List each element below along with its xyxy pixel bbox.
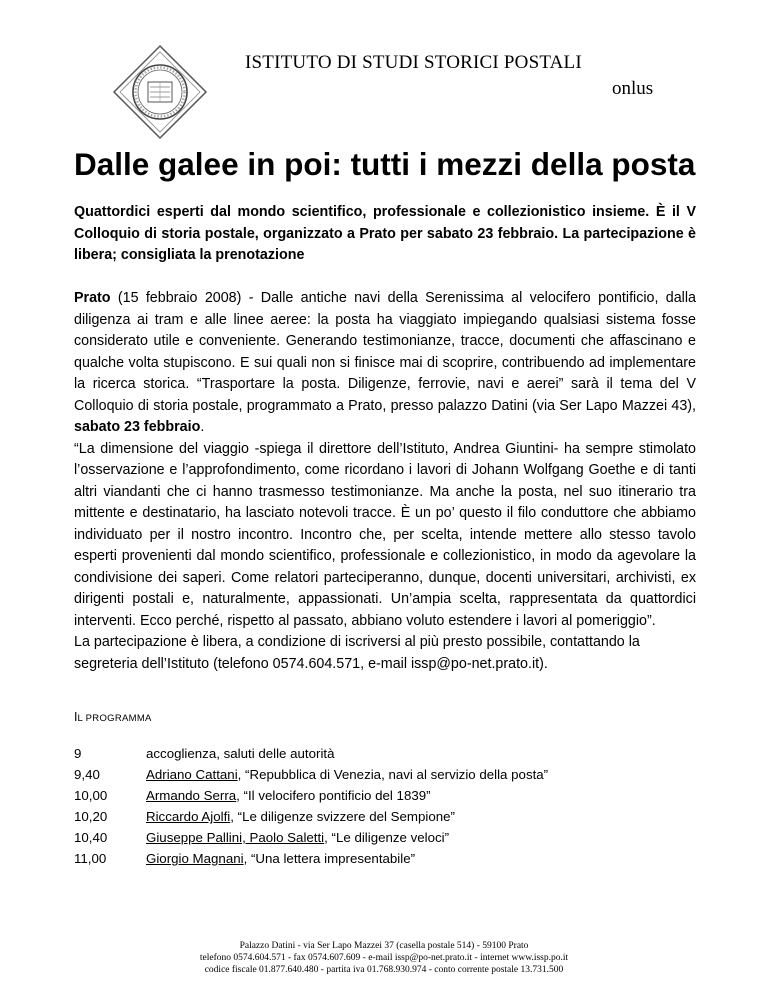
article-body <box>74 288 696 675</box>
paragraph <box>74 288 696 439</box>
program-talk: , “Le diligenze svizzere del Sempione” <box>230 809 455 824</box>
speaker-name: Giorgio Magnani <box>146 851 244 866</box>
program-heading-initial: I <box>74 710 78 724</box>
program-time: 11,00 <box>74 851 107 866</box>
program-talk: , “Il velocifero pontificio del 1839” <box>236 788 431 803</box>
organization-subtitle: onlus <box>612 78 654 99</box>
paragraph: La partecipazione è libera, a condizione di iscriversi al più presto possibile, contattando la segreteria dell’Istituto (telefono 0574.604.571, e-mail issp@po-net.prato.it). <box>74 634 640 672</box>
program-row <box>74 830 714 851</box>
program-time: 10,20 <box>74 809 108 824</box>
program-talk: , “Una lettera impresentabile” <box>243 851 416 866</box>
paragraph-text: (15 febbraio 2008) - Dalle antiche navi della Serenissima al velocifero pontificio, dalla diligenza ai tram e alle linee aeree: la posta ha viaggiato impiegando qualsiasi sistema fosse considerato utile e conveniente. Generando testimonianze, tracce, documenti che affascinano e qualche volta stupiscono. E sui quali non si finisce mai di scoprire, contribuendo ad implementare la ricerca storica. “Trasportare la posta. Diligenze, ferrovie, navi e aerei” sarà il tema del V Colloquio di storia postale, programmato a Prato, presso palazzo Datini (via Ser Lapo Mazzei 43), <box>74 290 696 414</box>
program-time: 10,40 <box>74 830 108 845</box>
paragraph-text: . <box>200 419 205 435</box>
program-time: 9,40 <box>74 767 100 782</box>
program-talk: accoglienza, saluti delle autorità <box>146 746 335 761</box>
footer-contacts: telefono 0574.604.571 - fax 0574.607.609 - e-mail issp@po-net.prato.it - internet www.issp.po.it <box>199 953 569 963</box>
footer-fiscal: codice fiscale 01.877.640.480 - partita iva 01.768.930.974 - conto corrente postale 13.731.500 <box>204 965 564 975</box>
footer-address: Palazzo Datini - via Ser Lapo Mazzei 37 (casella postale 514) - 59100 Prato <box>239 941 529 951</box>
speaker-name: Giuseppe Pallini, Paolo Saletti <box>146 830 325 845</box>
article-title: Dalle galee in poi: tutti i mezzi della posta <box>74 146 696 182</box>
dateline-city: Prato <box>74 290 111 306</box>
program-talk: , “Le diligenze veloci” <box>324 830 450 845</box>
program-time: 9 <box>74 746 82 761</box>
program-heading <box>74 710 152 724</box>
program-row <box>74 788 714 809</box>
event-date: sabato 23 febbraio <box>74 419 201 435</box>
article-lead: Quattordici esperti dal mondo scientifico, professionale e collezionistico insieme. È il V Colloquio di storia postale, organizzato a Prato per sabato 23 febbraio. La partecipazione è libera; consigliata la prenotazione <box>74 204 696 263</box>
program-row <box>74 851 714 872</box>
speaker-name: Armando Serra <box>146 788 237 803</box>
institute-seal-logo <box>112 44 208 140</box>
speaker-name: Riccardo Ajolfi <box>146 809 231 824</box>
speaker-name: Adriano Cattani <box>146 767 238 782</box>
program-talk: , “Repubblica di Venezia, navi al servizio della posta” <box>237 767 549 782</box>
letterhead-footer <box>0 940 768 976</box>
program-heading-rest: L PROGRAMMA <box>77 713 152 724</box>
program-row <box>74 809 714 830</box>
program-time: 10,00 <box>74 788 108 803</box>
program-list <box>74 746 714 872</box>
program-row <box>74 746 714 767</box>
program-row <box>74 767 714 788</box>
paragraph: “La dimensione del viaggio -spiega il direttore dell’Istituto, Andrea Giuntini- ha sempre stimolato l’osservazione e l’approfondimento, come ricordano i lavori di Johann Wolfgang Goethe e di tanti altri viandanti che ci hanno trasmesso testimonianze. Ma anche la posta, nel suo itinerario tra mittente e destinatario, ha lasciato notevoli tracce. È un po’ questo il filo conduttore che abbiamo individuato per il nostro incontro. Incontro che, per scelta, intende mettere allo stesso tavolo esperti provenienti dal mondo scientifico, professionale e collezionistico, in modo da agevolare la condivisione dei saperi. Come relatori parteciperanno, dunque, docenti universitari, archivisti, ex dirigenti postali e, naturalmente, appassionati. Un’ampia scelta, rappresentata da quattordici interventi. Ecco perché, rispetto al passato, abbiano voluto estendere i lavori al pomeriggio”. <box>74 440 696 629</box>
organization-name: ISTITUTO DI STUDI STORICI POSTALI <box>245 52 582 73</box>
